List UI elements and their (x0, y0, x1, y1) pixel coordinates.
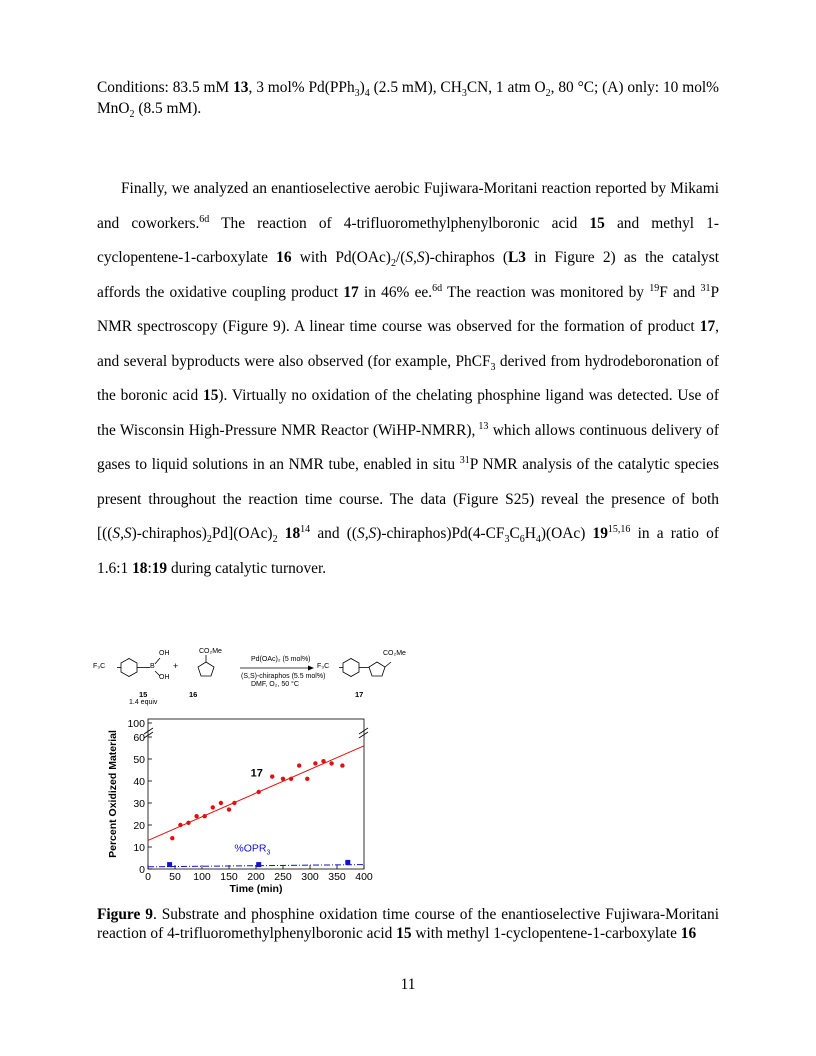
f3c-right: F₃C (317, 663, 330, 670)
y-tick-label: 0 (139, 864, 145, 876)
benzene-ring-right (343, 659, 359, 677)
figure-caption: Figure 9. Substrate and phosphine oxidation time course of the enantioselective Fujiwara-Moritani reaction of 4-trifluoromethylphenylboronic acid 15 with methyl 1-cyclopentene-1-carboxylate 16 (97, 906, 719, 942)
co2me-left: CO₂Me (199, 648, 222, 655)
conditions-bottom-2: DMF, O₂, 50 °C (251, 681, 299, 688)
oh-top: OH (159, 650, 170, 657)
x-axis-label: Time (min) (229, 883, 283, 895)
data-point-circle (297, 763, 301, 767)
data-point-circle (321, 759, 325, 763)
y-tick-label: 50 (133, 754, 145, 766)
data-point-circle (211, 805, 215, 809)
time-course-chart (108, 715, 378, 900)
conditions-bottom-1: (S,S)-chiraphos (5.5 mol%) (241, 673, 326, 680)
y-tick-label: 10 (133, 842, 145, 854)
data-point-square (167, 862, 172, 867)
oh-bottom: OH (159, 674, 170, 681)
data-point-circle (227, 807, 231, 811)
data-point-circle (219, 801, 223, 805)
data-point-circle (270, 774, 274, 778)
compound-16-label: 16 (189, 690, 198, 699)
x-tick-label: 150 (220, 871, 238, 883)
chart-svg (108, 715, 378, 900)
annotation-opr3: $\%OPR_3$ (234, 842, 271, 857)
y-tick-label: 30 (133, 798, 145, 810)
y-tick-label: 20 (133, 820, 145, 832)
data-point-circle (313, 761, 317, 765)
x-tick-label: 50 (169, 871, 181, 883)
co2me-right: CO₂Me (383, 650, 406, 657)
x-tick-label: 400 (355, 871, 373, 883)
data-point-circle (329, 761, 333, 765)
data-point-circle (186, 821, 190, 825)
data-point-circle (289, 777, 293, 781)
x-tick-label: 300 (301, 871, 319, 883)
data-point-circle (257, 790, 261, 794)
y-axis-label: Percent Oxidized Material (108, 730, 119, 858)
cyclopentene-left (198, 662, 214, 676)
benzene-ring-left (121, 659, 137, 677)
compound-15-equiv: 1.4 equiv (129, 699, 158, 706)
compound-17-label: 17 (355, 690, 364, 699)
reaction-scheme (93, 645, 423, 707)
y-tick-label: 40 (133, 776, 145, 788)
body-paragraph: Finally, we analyzed an enantioselective aerobic Fujiwara-Moritani reaction reported by Mikami and coworkers.$^{6d}$ The reaction of 4-trifluoromethylphenylboronic acid 15 and methyl 1-cyclopentene-1-carboxylate 16 with $Pd(OAc)_2/(S,S)$-chiraphos (L3 in Figure 2) as the catalyst affords the oxidative coupling product 17 in 46% ee.$^{6d}$ The reaction was monitored by $^{19}$F and $^{31}$P NMR spectroscopy (Figure 9). A linear time course was observed for the formation of product 17, and several byproducts were also observed (for example, PhCF$_3$ derived from hydrodeboronation of the boronic acid 15). Virtually no oxidation of the chelating phosphine ligand was detected. Use of the Wisconsin High-Pressure NMR Reactor (WiHP-NMRR), $^{13}$ which allows continuous delivery of gases to liquid solutions in an NMR tube, enabled in situ $^{31}$P NMR analysis of the catalytic species present throughout the reaction time course. The data (Figure S25) reveal the presence of both $[((S,S)-chiraphos)_2Pd](OAc)_2$ $18^{14}$ and $((S,S)-chiraphos)Pd(4-CF_3C_6H_4)(OAc)$ 19$^{15,16}$ in a ratio of 1.6:1 18:19 during catalytic turnover. (97, 180, 720, 577)
boron-atom: B (150, 663, 155, 670)
page-number: 11 (400, 976, 416, 993)
cyclopentene-right (369, 662, 385, 676)
data-point-circle (232, 801, 236, 805)
annotation-17: 17 (250, 767, 263, 780)
data-point-circle (194, 814, 198, 818)
data-point-circle (203, 814, 207, 818)
data-point-circle (281, 777, 285, 781)
x-tick-label: 250 (274, 871, 292, 883)
x-tick-label: 0 (145, 871, 151, 883)
conditions-text: Conditions: 83.5 mM 13, 3 mol% $Pd(PPh_3)_4$ (2.5 mM), $CH_3CN$, 1 atm $O_2$, 80 °C; (A) only: 10 mol% MnO$_2$ (8.5 mM). (97, 79, 719, 121)
compound-15-label: 15 (139, 690, 148, 699)
conditions-top: Pd(OAc)₂ (5 mol%) (251, 656, 311, 663)
x-tick-label: 100 (193, 871, 211, 883)
annotation-opr3-subscript: 3 (266, 849, 271, 857)
data-point-square (256, 862, 261, 867)
data-point-circle (178, 823, 182, 827)
f3c-left: F₃C (93, 663, 106, 670)
x-tick-label: 200 (247, 871, 265, 883)
arrow-head (308, 666, 314, 671)
x-tick-label: 350 (328, 871, 346, 883)
data-point-square (345, 860, 350, 865)
data-point-circle (340, 763, 344, 767)
plus-sign: + (173, 661, 179, 671)
y-tick-label: 100 (127, 718, 145, 730)
data-point-circle (305, 777, 309, 781)
y-tick-label: 60 (133, 732, 145, 744)
data-point-circle (170, 836, 174, 840)
